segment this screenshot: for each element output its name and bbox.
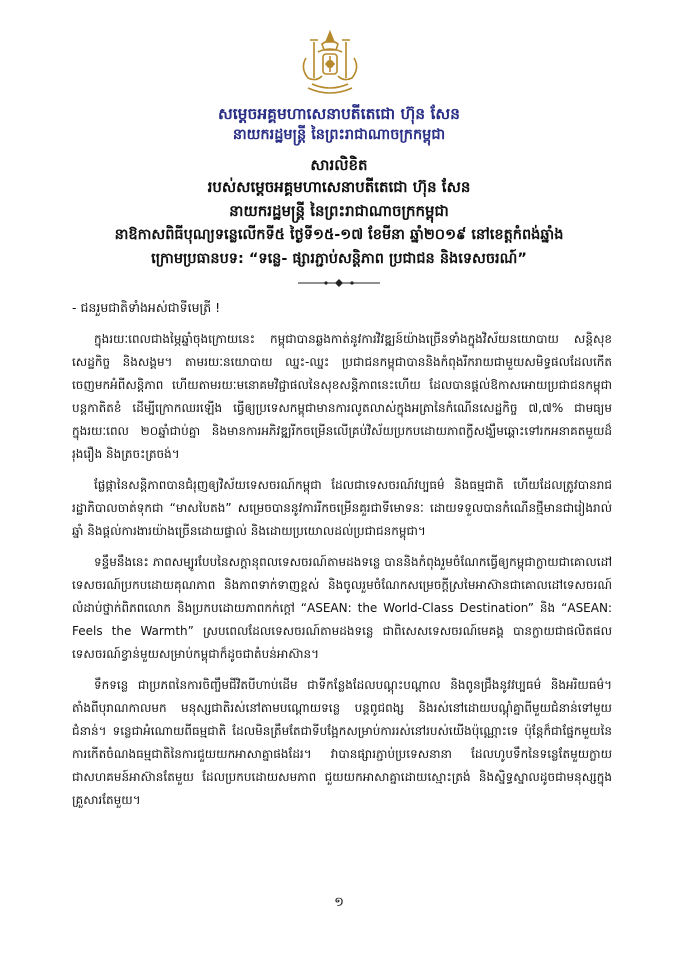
signer-name: សម្តេចអគ្គមហាសេនាបតីតេជោ ហ៊ុន សែន	[217, 105, 460, 123]
title-line-1: របស់សម្តេចអគ្គមហាសេនាបតីតេជោ ហ៊ុន សែន	[207, 178, 471, 196]
paragraph-4: ទឹកទន្លេ ជាប្រភពនៃការចិញ្ចឹមជីវិតបីហាប់ដើម ជាទីកន្លែងដែលបណ្តុះបណ្តាល និងពូនជ្រឹងនូវវប្បធម៌ និងអរិយធម៌។ តាំងពីបុរាណកាលមក មនុស្សជាតិរស់នៅតាមបណ្តោយទន្លេ បន្តពូជពង្ស និងរស់នៅដោយបណ្តុំគ្នាពីមួយជំនាន់ទៅមួយជំនាន់។ ទន្លេជាអំណោយពីធម្មជាតិ ដែលមិនត្រឹមតែជាទីបង្អែកសម្រាប់ការរស់នៅរបស់យើងប៉ុណ្ណោះទេ ប៉ុន្តែក៏ជាផ្នែកមួយនៃការកើតចំណងធម្មជាតិនៃការជួយយកអាសាគ្នាផងដែរ។ វាបានផ្សារភ្ជាប់ប្រទេសនានា ដែលហូបទឹកនៃទន្លេតែមួយក្លាយជាសហគមន៍អាស៊ានតែមួយ ដែលប្រកបដោយសមភាព ជួយយកអាសាគ្នាដោយស្មោះត្រង់ និងស្និទ្ធស្នាលដូចជាមនុស្សក្នុងគ្រួសារតែមួយ។	[72, 678, 612, 807]
paragraph-2: ផ្លែផ្កានៃសន្តិភាពបានជំរុញឲ្យវិស័យទេសចរណ៍កម្ពុជា ដែលជាទេសចរណ៍វប្បធម៌ និងធម្មជាតិ ហើយដែលត្រូវបានរាជរដ្ឋាភិបាលចាត់ទុកជា “មាសបៃតង” សម្រេចបាននូវការរីកចម្រើនគួរជាទីមោទនៈ ដោយទទួលបានកំណើនថ្មីមានជារៀងរាល់ឆ្នាំ និងផ្តល់ការងារយ៉ាងច្រើនដោយផ្ទាល់ និងដោយប្រយោលដល់ប្រជាជនកម្ពុជា។	[72, 478, 612, 538]
divider-ornament	[296, 278, 382, 288]
letter-body	[72, 328, 612, 820]
title-line-3: នាឱកាសពិធីបុណ្យទន្លេលើកទី៥ ថ្ងៃទី១៥-១៧ ខែមីនា ឆ្នាំ២០១៩ នៅខេត្តកំពង់ឆ្នាំង	[114, 227, 564, 243]
document-type: សារលិខិត	[310, 156, 368, 174]
title-line-2: នាយករដ្ឋមន្ត្រី នៃព្រះរាជាណាចក្រកម្ពុជា	[229, 202, 449, 220]
paragraph-1: ក្នុងរយៈពេលជាងម្ភៃឆ្នាំចុងក្រោយនេះ កម្ពុជាបានឆ្លងកាត់នូវការវិវឌ្ឍន៍យ៉ាងច្រើនទាំងក្នុងវិស័យនយោបាយ សន្តិសុខ សេដ្ឋកិច្ច និងសង្គម។ តាមរយៈនយោបាយ ឈ្នះ-ឈ្នះ ប្រជាជនកម្ពុជាបាននិងកំពុងរីករាយជាមួយសមិទ្ធផលដែលកើតចេញមកអំពីសន្តិភាព ហើយតាមរយៈមនោគមវិជ្ជាផលនៃសុខសន្តិភាពនេះហើយ ដែលបានផ្តល់ឱកាសអោយប្រជាជនកម្ពុជាបន្តកាតិតខំ ដើម្បីក្រោកឈរឡើង ធ្វើឲ្យប្រទេសកម្ពុជាមានការលូតលាស់ក្នុងអត្រានៃកំណើនសេដ្ឋកិច្ច ៧,៧% ជាមធ្យមក្នុងរយៈពេល ២០ឆ្នាំជាប់គ្នា និងមានការអភិវឌ្ឍរីកចម្រើនលើគ្រប់វិស័យប្រកបដោយភាពក្លីសង្ឃឹមឆ្ពោះទៅរកអនាគតមួយដ៏រុងរឿង និងត្រចះត្រចង់។	[72, 332, 612, 461]
salutation: - ជនរួមជាតិទាំងអស់ជាទីមេត្រី !	[72, 300, 221, 315]
page-number: ១	[334, 895, 344, 910]
royal-coat-of-arms-icon	[292, 28, 368, 96]
title-line-4: ក្រោមប្រធានបទ: “ទន្លេ- ផ្សារភ្ជាប់សន្តិភាព ប្រជាជន និងទេសចរណ៍”	[151, 251, 527, 267]
signer-title: នាយករដ្ឋមន្ត្រី នៃព្រះរាជាណាចក្រកម្ពុជា	[232, 127, 446, 143]
paragraph-3: ទន្ទឹមនឹងនេះ ភាពសម្បូរបែបនៃសក្តានុពលទេសចរណ៍តាមដងទន្លេ បាននិងកំពុងរួមចំណែកធ្វើឲ្យកម្ពុជាក្លាយជាគោលដៅទេសចរណ៍ប្រកបដោយគុណភាព និងភាពទាក់ទាញខ្ពស់ និងចូលរួមចំណែកសម្រេចក្តីស្រមៃអាស៊ានជាគោលដៅទេសចរណ៍លំដាប់ថ្នាក់ពិភពលោក និងប្រកបដោយភាពកក់ក្តៅ “ASEAN: the World-Class Destination” និង “ASEAN: Feels the Warmth” ស្របពេលដែលទេសចរណ៍តាមដងទន្លេ ជាពិសេសទេសចរណ៍មេគង្គ បានក្លាយជាផលិតផលទេសចរណ៍ខ្វាន់មួយសម្រាប់កម្ពុជាក៏ដូចជាតំបន់អាស៊ាន។	[72, 555, 612, 661]
